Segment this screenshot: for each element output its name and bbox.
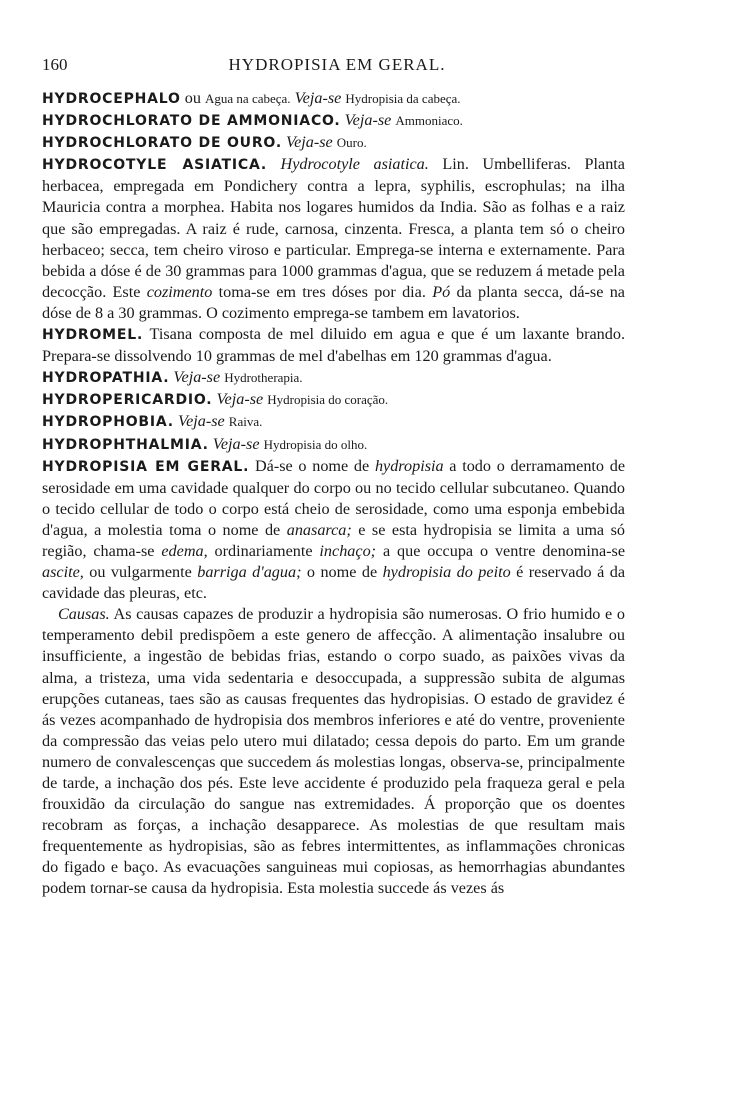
dictionary-entry [42, 434, 625, 456]
italic-text: Veja-se [286, 133, 333, 152]
italic-text: Causas. [58, 605, 110, 624]
italic-text: edema, [161, 541, 208, 560]
causes-paragraph [42, 604, 625, 899]
italic-text: Veja-se [212, 434, 260, 453]
body-text: é reservado á da cavidade das pleuras, etc. [42, 563, 625, 603]
italic-text: cozimento [146, 282, 213, 301]
body-text: As causas capazes de produzir a hydropisia são numerosas. O frio humido e o temperamento debil predispõem a este genero de affecção. A alimentação insalubre ou insufficiente, a ingestão de bebidas frias, estando o corpo suado, as paixões vivas da alma, a tristeza, uma vida sedentaria e desoccupada, a suppressão subita de algumas erupções cutaneas, taes são as causas frequentes das hydropisias. O estado de gravidez é ás vezes acompanhado de hydropisia dos membros inferiores e até do ventre, proveniente da compressão das veias pelo utero mui dilatado; cessa depois do parto. Em um grande numero de convalescenças que succedem ás molestias longas, observa-se, principalmente de tarde, a inchação dos pés. Este leve accidente é produzido pela fraqueza geral e pela frouxidão da circulação do sangue nas extremidades. Á proporção que os doentes recobram as forças, a inchação desapparece. As molestias de que resultam mais frequentemente as hydropisias, são as febres intermittentes, as inflammações chronicas do figado e baço. As evacuações sanguineas mui copiosas, as hemorrhagias abundantes podem tornar-se causa da hydropisia. Esta molestia succede ás vezes ás [42, 605, 625, 898]
body-text: Tisana composta de mel diluido em agua e que é um laxante brando. Prepara-se dissolvendo 10 grammas de mel d'abelhas em 120 grammas d'agua. [42, 325, 625, 366]
running-title: HYDROPISIA EM GERAL. [228, 55, 446, 74]
small-caps-text: Ouro. [336, 135, 367, 151]
body-text: ordinariamente [207, 541, 320, 560]
small-caps-text: Agua na cabeça. [205, 91, 291, 106]
italic-text: barriga d'agua; [197, 563, 302, 582]
entry-headword: HYDROPATHIA. [42, 370, 170, 387]
italic-text: Veja-se [173, 368, 221, 387]
italic-text: Veja-se [344, 111, 392, 130]
body-text: o nome de [301, 563, 383, 582]
dictionary-entry [42, 367, 625, 389]
small-caps-text: Hydrotherapia. [224, 370, 303, 386]
body-text: ou [180, 89, 206, 107]
entry-headword: HYDROMEL. [42, 327, 144, 344]
small-caps-text: Ammoniaco. [395, 113, 463, 129]
dictionary-entry [42, 154, 625, 324]
body-text: ou vulgarmente [83, 563, 198, 582]
body-text: Lin. Umbelliferas. Planta herbacea, empregada em Pondichery contra a lepra, syphilis, escrophulas; na ilha Mauricia contra a morphea. Habita nos logares humidos da India. São as folhas e a raiz que são empregadas. A raiz é rude, carnosa, cinzenta. Fresca, a planta tem só o cheiro herbaceo; secca, tem cheiro viroso e particular. Emprega-se interna e externamente. Para bebida a dóse é de 30 grammas para 1000 grammas d'agua, que se reduzem á metade pela decocção. Este [42, 155, 625, 301]
small-caps-text: Hydropisia do olho. [263, 436, 368, 452]
dictionary-entry [42, 132, 625, 154]
entry-headword: HYDROPHTHALMIA. [42, 436, 209, 453]
entry-headword: HYDROPERICARDIO. [42, 392, 213, 409]
italic-text: Veja-se [216, 390, 264, 409]
italic-text: hydropisia [374, 456, 444, 475]
italic-text: ascite, [42, 563, 84, 582]
body-text: toma-se em tres dóses por dia. [212, 282, 433, 301]
page-number: 160 [42, 55, 68, 74]
entry-headword: HYDROCHLORATO DE AMMONIACO. [42, 113, 341, 130]
italic-text: Pó [432, 282, 451, 301]
entry-headword: HYDROCOTYLE ASIATICA. [42, 157, 267, 174]
dictionary-entry [42, 110, 625, 132]
small-caps-text: Hydropisia do coração. [267, 392, 389, 408]
page-header [42, 55, 632, 79]
italic-text: Veja-se [294, 89, 342, 107]
dictionary-entry [42, 389, 625, 411]
dictionary-entries [42, 88, 625, 604]
small-caps-text: Raiva. [228, 414, 263, 430]
page-body [42, 88, 625, 900]
body-text [267, 155, 281, 173]
dictionary-entry [42, 88, 625, 110]
entry-headword: HYDROCEPHALO [42, 91, 181, 107]
body-text: da planta secca, dá-se na dóse de 8 a 30 grammas. O cozimento emprega-se tambem em lavatorios. [42, 282, 625, 322]
body-text: a que occupa o ventre denomina-se [376, 541, 625, 560]
body-text: Dá-se o nome de [249, 456, 375, 475]
entry-headword: HYDROPISIA EM GERAL. [42, 458, 250, 475]
dictionary-entry [42, 456, 625, 605]
italic-text: anasarca; [286, 520, 352, 539]
body-text: e se esta hydropisia se limita a uma só região, chama-se [42, 520, 625, 560]
dictionary-entry [42, 324, 625, 367]
italic-text: Hydrocotyle asiatica. [280, 155, 429, 174]
entry-headword: HYDROPHOBIA. [42, 414, 174, 431]
dictionary-entry [42, 411, 625, 433]
body-text: a todo o derramamento de serosidade em uma cavidade qualquer do corpo ou no tecido cellular subcutaneo. Quando o tecido cellular de todo o corpo está cheio de serosidade, como uma esponja embebida d'agua, a molestia toma o nome de [42, 456, 625, 539]
italic-text: hydropisia do peito [382, 563, 511, 582]
small-caps-text: Hydropisia da cabeça. [345, 91, 461, 106]
italic-text: inchaço; [319, 541, 377, 560]
entry-headword: HYDROCHLORATO DE OURO. [42, 135, 282, 152]
italic-text: Veja-se [177, 412, 225, 431]
